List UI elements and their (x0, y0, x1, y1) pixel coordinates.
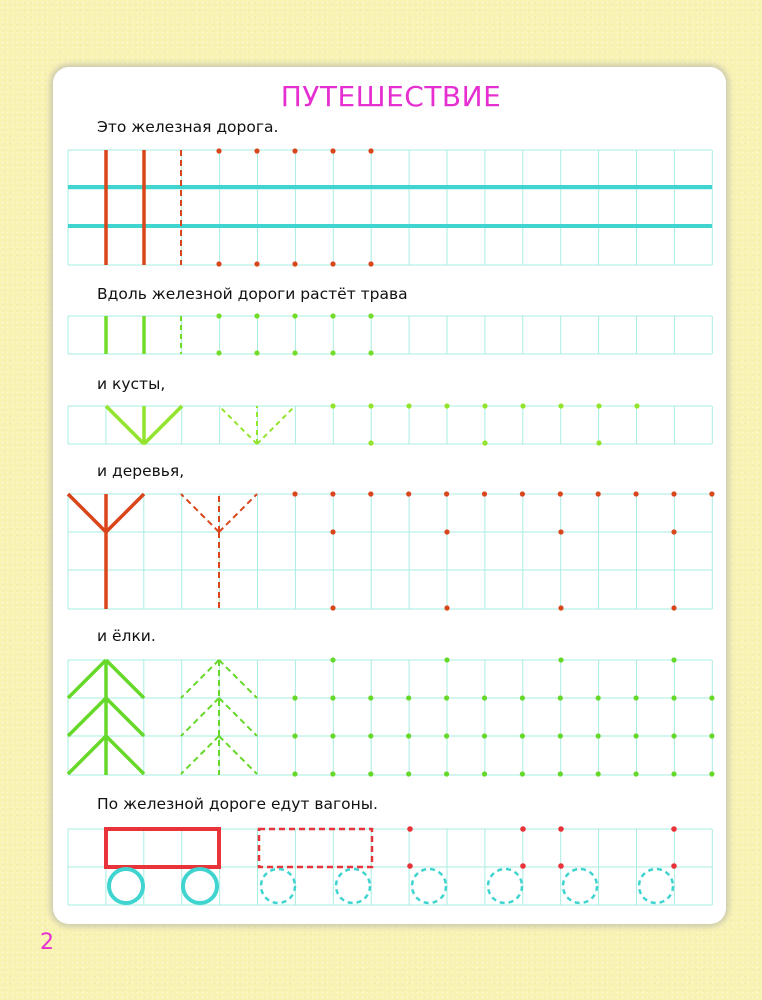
grids (68, 150, 712, 905)
railway-guide-dot (368, 261, 373, 266)
tree-guide-dot (671, 529, 676, 534)
fir-guide-dot (292, 733, 297, 738)
tree-guide-dot (482, 491, 487, 496)
fir-guide-dot (292, 771, 297, 776)
fir-guide-dot (634, 771, 639, 776)
tree-exercise (68, 491, 715, 610)
grass-guide-dot (216, 313, 221, 318)
caption-grass: Вдоль железной дороги растёт трава (97, 285, 408, 303)
wagon-wheel-dashed (261, 869, 295, 903)
wagon-guide-dot (671, 863, 677, 869)
fir-guide-dot (709, 771, 714, 776)
railway-guide-dot (330, 148, 335, 153)
tree-guide-dot (558, 605, 563, 610)
fir-guide-dot (482, 733, 487, 738)
bush-branch-dashed (257, 406, 295, 444)
fir-guide-dot (330, 695, 335, 700)
bush-guide-dot (368, 440, 373, 445)
wagon-wheel-dashed (412, 869, 446, 903)
caption-firs: и ёлки. (97, 627, 156, 645)
tree-guide-dot (520, 491, 525, 496)
tree-guide-dot (634, 491, 639, 496)
fir-guide-dot (444, 695, 449, 700)
railway-guide-dot (216, 148, 221, 153)
bush-guide-dot (634, 403, 639, 408)
wagon-wheel-dashed (639, 869, 673, 903)
fir-guide-dot (558, 695, 563, 700)
fir-guide-dot (671, 733, 676, 738)
fir-guide-dot (330, 657, 335, 662)
tree-guide-dot (596, 491, 601, 496)
wagon-guide-dot (671, 826, 677, 832)
fir-guide-dot (558, 657, 563, 662)
wagon-wheel (109, 869, 143, 903)
fir-guide-dot (406, 695, 411, 700)
railway-grid (68, 150, 712, 265)
bush-guide-dot (596, 440, 601, 445)
wagon-body (106, 829, 219, 867)
bush-guide-dot (558, 403, 563, 408)
fir-guide-dot (558, 733, 563, 738)
fir-guide-dot (368, 771, 373, 776)
fir-guide-dot (482, 695, 487, 700)
fir-guide-dot (444, 657, 449, 662)
fir-line (106, 736, 144, 774)
tree-guide-dot (671, 605, 676, 610)
fir-line (68, 660, 106, 698)
railway-guide-dot (368, 148, 373, 153)
grass-guide-dot (292, 313, 297, 318)
bush-guide-dot (596, 403, 601, 408)
bush-guide-dot (520, 403, 525, 408)
bush-branch (106, 406, 144, 444)
wagon-wheel-dashed (563, 869, 597, 903)
fir-line-dashed (181, 736, 219, 774)
wagon-body-dashed (259, 829, 372, 867)
bush-guide-dot (406, 403, 411, 408)
tree-guide-dot (558, 491, 563, 496)
tree-guide-dot (709, 491, 714, 496)
bush-guide-dot (368, 403, 373, 408)
fir-guide-dot (709, 695, 714, 700)
fir-guide-dot (671, 771, 676, 776)
fir-line (68, 698, 106, 736)
grass-grid (68, 316, 712, 354)
grass-guide-dot (292, 350, 297, 355)
wagon-exercise (106, 826, 677, 903)
railway-guide-dot (216, 261, 221, 266)
tree-guide-dot (671, 491, 676, 496)
caption-railway: Это железная дорога. (97, 118, 279, 136)
fir-line-dashed (181, 660, 219, 698)
wagon-guide-dot (558, 863, 564, 869)
tree-guide-dot (292, 491, 297, 496)
grass-guide-dot (254, 313, 259, 318)
wagon-guide-dot (407, 863, 413, 869)
grass-guide-dot (368, 350, 373, 355)
fir-guide-dot (671, 657, 676, 662)
fir-guide-dot (330, 733, 335, 738)
tree-branch (68, 494, 106, 532)
grass-guide-dot (330, 313, 335, 318)
caption-wagons: По железной дороге едут вагоны. (97, 795, 378, 813)
fir-line-dashed (219, 660, 257, 698)
wagon-wheel-dashed (488, 869, 522, 903)
tree-guide-dot (444, 491, 449, 496)
caption-trees: и деревья, (97, 462, 185, 480)
tree-guide-dot (444, 605, 449, 610)
grass-guide-dot (330, 350, 335, 355)
fir-exercise (68, 657, 715, 776)
fir-guide-dot (520, 771, 525, 776)
grass-guide-dot (254, 350, 259, 355)
bush-guide-dot (482, 440, 487, 445)
fir-guide-dot (709, 733, 714, 738)
fir-line (106, 698, 144, 736)
fir-line-dashed (219, 698, 257, 736)
tree-guide-dot (444, 529, 449, 534)
railway-guide-dot (292, 148, 297, 153)
railway-guide-dot (254, 261, 259, 266)
grass-guide-dot (216, 350, 221, 355)
wagon-guide-dot (520, 826, 526, 832)
tree-branch-dashed (181, 494, 219, 532)
railway-guide-dot (330, 261, 335, 266)
fir-guide-dot (520, 733, 525, 738)
wagon-guide-dot (407, 826, 413, 832)
tree-guide-dot (368, 491, 373, 496)
tree-guide-dot (330, 605, 335, 610)
page-title: ПУТЕШЕСТВИЕ (280, 80, 502, 113)
caption-bushes: и кусты, (97, 375, 166, 393)
fir-guide-dot (330, 771, 335, 776)
railway-exercise (68, 148, 712, 266)
wagon-wheel (183, 869, 217, 903)
fir-guide-dot (634, 733, 639, 738)
fir-guide-dot (368, 695, 373, 700)
page-number: 2 (40, 930, 54, 955)
fir-grid (68, 660, 712, 775)
bush-guide-dot (444, 403, 449, 408)
tree-guide-dot (330, 491, 335, 496)
tree-guide-dot (406, 491, 411, 496)
railway-guide-dot (292, 261, 297, 266)
fir-guide-dot (368, 733, 373, 738)
fir-guide-dot (634, 695, 639, 700)
wagon-guide-dot (520, 863, 526, 869)
bush-guide-dot (482, 403, 487, 408)
fir-guide-dot (520, 695, 525, 700)
fir-guide-dot (406, 771, 411, 776)
fir-line (68, 736, 106, 774)
fir-guide-dot (482, 771, 487, 776)
fir-guide-dot (671, 695, 676, 700)
bush-exercise (106, 403, 640, 445)
fir-guide-dot (292, 695, 297, 700)
fir-line (106, 660, 144, 698)
fir-guide-dot (406, 733, 411, 738)
fir-guide-dot (596, 771, 601, 776)
railway-guide-dot (254, 148, 259, 153)
fir-guide-dot (444, 733, 449, 738)
tree-grid (68, 494, 712, 609)
tree-guide-dot (558, 529, 563, 534)
fir-guide-dot (558, 771, 563, 776)
fir-line-dashed (181, 698, 219, 736)
bush-guide-dot (330, 403, 335, 408)
fir-guide-dot (596, 695, 601, 700)
bush-branch (144, 406, 182, 444)
wagon-wheel-dashed (336, 869, 370, 903)
wagon-guide-dot (558, 826, 564, 832)
tree-branch-dashed (219, 494, 257, 532)
grass-guide-dot (368, 313, 373, 318)
fir-guide-dot (596, 733, 601, 738)
bush-branch-dashed (219, 406, 257, 444)
tree-guide-dot (330, 529, 335, 534)
fir-line-dashed (219, 736, 257, 774)
fir-guide-dot (444, 771, 449, 776)
tree-branch (106, 494, 144, 532)
